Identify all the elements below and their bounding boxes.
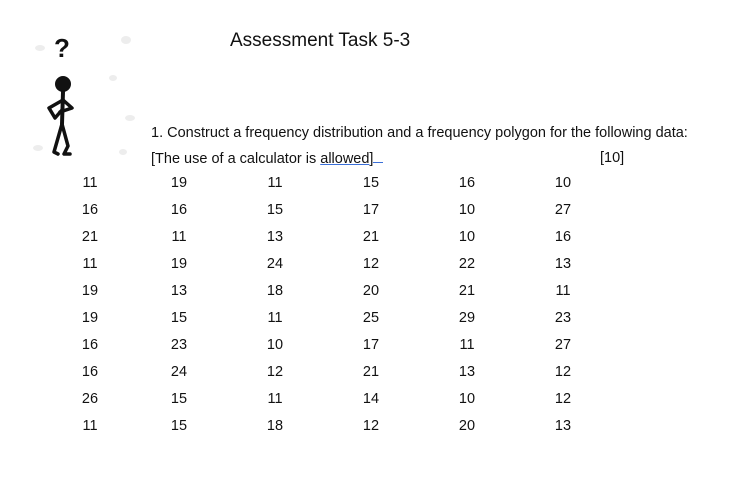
table-cell: 11 [267, 310, 283, 326]
table-cell: 29 [458, 310, 476, 326]
table-cell: 11 [82, 175, 98, 191]
table-cell: 15 [170, 418, 188, 434]
table-cell: 13 [170, 283, 188, 299]
table-cell: 26 [81, 391, 99, 407]
page-title: Assessment Task 5-3 [230, 30, 411, 51]
table-cell: 15 [266, 202, 284, 218]
table-cell: 16 [81, 337, 99, 353]
table-cell: 11 [171, 229, 187, 245]
table-cell: 11 [267, 391, 283, 407]
table-row [60, 229, 600, 256]
table-cell: 12 [362, 418, 380, 434]
table-cell: 12 [266, 364, 284, 380]
table-cell: 13 [266, 229, 284, 245]
table-cell: 17 [362, 337, 380, 353]
table-cell: 21 [458, 283, 476, 299]
table-cell: 11 [459, 337, 475, 353]
table-cell: 21 [81, 229, 99, 245]
table-cell: 25 [362, 310, 380, 326]
table-row [60, 418, 600, 445]
table-cell: 19 [170, 256, 188, 272]
table-row [60, 283, 600, 310]
table-cell: 18 [266, 418, 284, 434]
table-cell: 12 [362, 256, 380, 272]
table-cell: 20 [362, 283, 380, 299]
table-cell: 15 [170, 391, 188, 407]
question-text: 1. Construct a frequency distribution and a frequency polygon for the following data: [151, 125, 688, 141]
table-cell: 19 [170, 175, 188, 191]
table-cell: 16 [81, 202, 99, 218]
table-cell: 10 [458, 229, 476, 245]
calculator-note [151, 150, 383, 167]
table-cell: 10 [458, 202, 476, 218]
table-cell: 12 [554, 391, 572, 407]
table-row [60, 256, 600, 283]
table-cell: 13 [554, 256, 572, 272]
table-cell: 24 [266, 256, 284, 272]
table-cell: 12 [554, 364, 572, 380]
table-cell: 21 [362, 229, 380, 245]
table-cell: 27 [554, 202, 572, 218]
table-cell: 15 [170, 310, 188, 326]
note-suffix: ] [369, 151, 374, 167]
table-cell: 19 [81, 283, 99, 299]
table-cell: 13 [458, 364, 476, 380]
table-cell: 10 [554, 175, 572, 191]
note-prefix: [The use of a calculator is [151, 151, 321, 167]
table-cell: 27 [554, 337, 572, 353]
table-row [60, 364, 600, 391]
table-cell: 14 [362, 391, 380, 407]
table-cell: 24 [170, 364, 188, 380]
marks-label: [10] [600, 150, 625, 166]
note-underlined-word: allowed [320, 151, 370, 167]
table-cell: 11 [82, 418, 98, 434]
table-row [60, 391, 600, 418]
table-row [60, 337, 600, 364]
table-cell: 16 [554, 229, 572, 245]
table-cell: 22 [458, 256, 476, 272]
svg-text:?: ? [54, 33, 70, 63]
table-cell: 17 [362, 202, 380, 218]
table-cell: 11 [82, 256, 98, 272]
table-cell: 20 [458, 418, 476, 434]
table-cell: 11 [555, 283, 571, 299]
table-cell: 21 [362, 364, 380, 380]
table-cell: 10 [458, 391, 476, 407]
table-row [60, 310, 600, 337]
thinking-stick-figure-icon [18, 30, 138, 170]
table-cell: 15 [362, 175, 380, 191]
table-cell: 16 [170, 202, 188, 218]
table-row [60, 202, 600, 229]
table-row [60, 175, 600, 202]
table-cell: 23 [554, 310, 572, 326]
table-cell: 19 [81, 310, 99, 326]
table-cell: 16 [458, 175, 476, 191]
spellcheck-underline [373, 150, 383, 163]
table-cell: 13 [554, 418, 572, 434]
table-cell: 18 [266, 283, 284, 299]
table-cell: 23 [170, 337, 188, 353]
table-cell: 10 [266, 337, 284, 353]
table-cell: 11 [267, 175, 283, 191]
table-cell: 16 [81, 364, 99, 380]
